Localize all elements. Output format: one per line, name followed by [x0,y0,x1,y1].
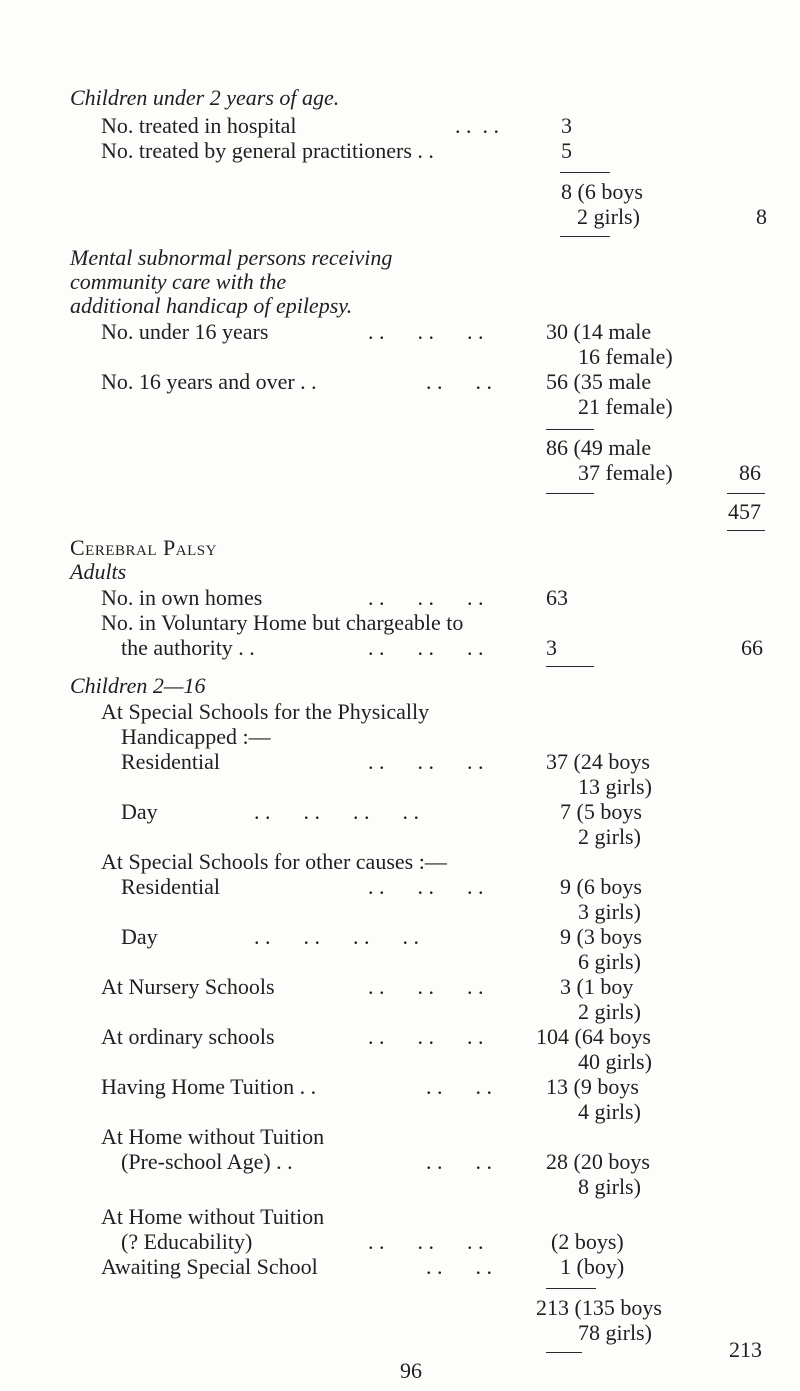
row-value: 9 (3 boys [560,924,642,949]
total-line: 78 girls) [578,1320,652,1345]
leader-dots: . . . . [426,1149,492,1174]
row-value: 2 girls) [578,999,641,1024]
row-label: the authority . . [121,635,255,660]
leader-dots: . . . . . . . . [254,924,419,949]
row-label: Awaiting Special School [101,1254,318,1279]
leader-dots: . . . . . . [368,874,484,899]
sum-rule [546,493,594,494]
total-line: 2 girls) [577,204,640,229]
section-heading-children-2-16: Children 2—16 [70,673,206,698]
carried-total: 66 [741,635,763,660]
row-label: At Home without Tuition [101,1204,325,1229]
row-label: No. treated in hospital [101,113,297,138]
row-label: (? Educability) [121,1229,253,1254]
row-label: No. in Voluntary Home but chargeable to [101,610,464,635]
row-label: No. 16 years and over . . [101,369,317,394]
sum-rule [546,1288,596,1289]
row-label: No. treated by general practitioners . . [101,138,434,163]
row-value: 30 (14 male [546,319,652,344]
row-value: 40 girls) [578,1049,652,1074]
row-value: 28 (20 boys [546,1149,650,1174]
row-label: At Nursery Schools [101,974,275,999]
sum-rule [546,666,594,667]
group-label: At Special Schools for other causes :— [101,849,447,874]
sum-rule [560,236,610,237]
sum-rule [546,429,594,430]
row-value: 56 (35 male [546,369,652,394]
leader-dots: . . . . . . [368,585,484,610]
total-line: 213 (135 boys [536,1295,662,1320]
total-line: 37 female) [578,460,673,485]
leader-dots: . . . . . . [368,319,484,344]
row-value: 9 (6 boys [560,874,642,899]
total-line: 8 (6 boys [561,179,643,204]
carried-total: 213 [729,1337,762,1362]
row-value: 8 girls) [578,1174,641,1199]
row-label: Day [121,924,158,949]
row-value: 5 [561,138,572,163]
row-value: 1 (boy) [560,1254,625,1279]
leader-dots: . . . . [455,113,499,138]
row-value: (2 boys) [551,1229,624,1254]
leader-dots: . . . . . . [368,635,484,660]
row-value: 21 female) [578,394,673,419]
leader-dots: . . . . [426,369,492,394]
section-heading-line: additional handicap of epilepsy. [70,293,353,318]
leader-dots: . . . . [426,1254,492,1279]
section-heading-line: community care with the [70,269,287,294]
row-value: 37 (24 boys [546,749,650,774]
row-label: At ordinary schools [101,1024,275,1049]
row-value: 4 girls) [578,1099,641,1124]
carried-total: 86 [739,460,761,485]
row-label: No. in own homes [101,585,263,610]
row-label: Day [121,799,158,824]
page-number: 96 [400,1358,422,1383]
section-heading-mental-subnormal: Mental subnormal persons receiving [70,245,393,270]
row-value: 7 (5 boys [560,799,642,824]
row-value: 3 [561,113,572,138]
row-value: 3 [546,635,557,660]
sum-rule [727,493,765,494]
section-heading-children-under-2: Children under 2 years of age. [70,85,340,110]
leader-dots: . . . . . . [368,974,484,999]
total-line: 86 (49 male [546,435,652,460]
row-value: 104 (64 boys [536,1024,651,1049]
row-value: 13 (9 boys [546,1074,639,1099]
leader-dots: . . . . . . [368,749,484,774]
row-label: At Home without Tuition [101,1124,325,1149]
row-value: 13 girls) [578,774,652,799]
leader-dots: . . . . . . . . [254,799,419,824]
leader-dots: . . . . . . [368,1229,484,1254]
row-label: No. under 16 years [101,319,269,344]
row-label: Residential [121,749,220,774]
section-heading-cerebral-palsy: Cerebral Palsy [70,535,217,560]
leader-dots: . . . . [426,1074,492,1099]
sum-rule [546,1352,582,1353]
carried-total: 8 [756,204,767,229]
leader-dots: . . . . . . [368,1024,484,1049]
row-value: 3 girls) [578,899,641,924]
row-value: 63 [546,585,568,610]
grand-total: 457 [728,499,761,524]
sum-rule [560,172,610,173]
row-value: 3 (1 boy [560,974,634,999]
row-value: 16 female) [578,344,673,369]
row-label: Residential [121,874,220,899]
row-label: Having Home Tuition . . [101,1074,317,1099]
group-label: Handicapped :— [121,724,271,749]
row-label: (Pre-school Age) . . [121,1149,293,1174]
sum-rule [727,530,765,531]
group-label: At Special Schools for the Physically [101,699,430,724]
row-value: 2 girls) [578,824,641,849]
row-value: 6 girls) [578,949,641,974]
subheading-adults: Adults [70,559,127,584]
